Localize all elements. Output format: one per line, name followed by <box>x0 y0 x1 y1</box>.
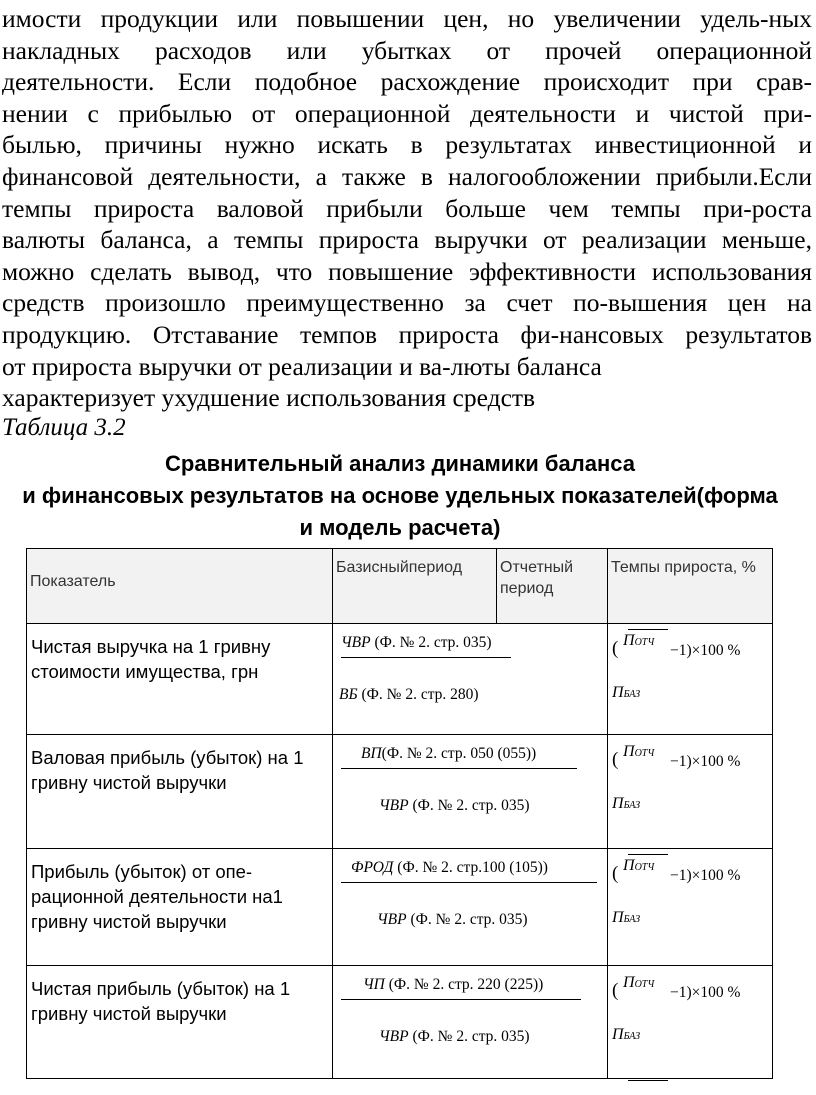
table-row <box>27 849 773 966</box>
formula-numerator: ЧП (Ф. № 2. стр. 220 (225)) <box>363 976 544 993</box>
overline <box>628 854 668 855</box>
header-report-period: Отчетный период <box>497 549 608 624</box>
table-title <box>0 448 800 544</box>
formula-denominator: ВБ (Ф. № 2. стр. 280) <box>339 686 479 703</box>
paragraph-line: темпы прироста валовой прибыли больше чем темпы при-роста <box>2 193 812 223</box>
formula-cell <box>333 849 608 966</box>
rate-formula-cell: ( ПОТЧ −1)×100 % ПБАЗ <box>608 966 773 1079</box>
header-indicator: Показатель <box>27 549 333 624</box>
row-label-cell: Чистая выручка на 1 гривну стоимости имущества, грн <box>27 624 333 735</box>
table-row <box>27 735 773 849</box>
table-title-line: и финансовых результатов на основе удельных показателей(форма <box>22 483 778 508</box>
table-caption: Таблица 3.2 <box>2 414 126 441</box>
formula-denominator: ЧВР (Ф. № 2. стр. 035) <box>379 1028 530 1045</box>
row-label-cell: Прибыль (убыток) от опе-рационной деятельности на1 гривну чистой выручки <box>27 849 333 966</box>
table-row <box>27 624 773 735</box>
paragraph-line: средств произошло преимущественно за счет по-вышения цен на <box>2 288 812 318</box>
header-base-period: Базисныйпериод <box>333 549 497 624</box>
paragraph-line: финансовой деятельности, а также в налогообложении прибыли.Если <box>2 161 812 191</box>
paragraph-line: характеризует ухудшение использования средств <box>2 383 536 413</box>
fraction-bar <box>341 999 581 1000</box>
overline <box>628 629 668 630</box>
paragraph-line: имости продукции или повышении цен, но увеличении удель-ных <box>2 4 812 33</box>
row-label-cell: Чистая прибыль (убыток) на 1 гривну чистой выручки <box>27 966 333 1079</box>
fraction-bar <box>628 1080 668 1081</box>
formula-denominator: ЧВР (Ф. № 2. стр. 035) <box>379 797 530 814</box>
paragraph-line: продукцию. Отставание темпов прироста фи-нансовых результатов <box>2 319 812 349</box>
rate-formula-cell: ( ПОТЧ −1)×100 % ПБАЗ <box>608 624 773 735</box>
formula-cell <box>333 735 608 849</box>
formula-numerator: ФРОД (Ф. № 2. стр.100 (105)) <box>351 859 548 876</box>
paragraph-line: валюты баланса, а темпы прироста выручки от реализации меньше, <box>2 225 812 255</box>
paragraph-line: деятельности. Если подобное расхождение происходит при срав- <box>2 67 812 97</box>
fraction-bar <box>341 882 597 883</box>
table-title-line: Сравнительный анализ динамики баланса <box>165 451 635 476</box>
paragraph-line: былью, причины нужно искать в результатах инвестиционной и <box>2 130 812 160</box>
header-growth-rate: Темпы прироста, % <box>608 549 773 624</box>
paragraph-line: от прироста выручки от реализации и ва-люты баланса <box>2 351 602 381</box>
rate-formula-cell: ( ПОТЧ −1)×100 % ПБАЗ <box>608 735 773 849</box>
formula-denominator: ЧВР (Ф. № 2. стр. 035) <box>377 911 528 928</box>
formula-cell <box>333 624 608 735</box>
table-header-row <box>27 549 773 624</box>
body-paragraph <box>2 3 812 414</box>
row-label-cell: Валовая прибыль (убыток) на 1 гривну чистой выручки <box>27 735 333 849</box>
paragraph-line: накладных расходов или убытках от прочей операционной <box>2 35 812 65</box>
paragraph-line: можно сделать вывод, что повышение эффективности использования <box>2 256 812 286</box>
formula-numerator: ВП(Ф. № 2. стр. 050 (055)) <box>361 745 537 762</box>
fraction-bar <box>341 657 511 658</box>
table-row <box>27 966 773 1079</box>
fraction-bar <box>341 768 577 769</box>
table-title-line: и модель расчета) <box>299 515 501 540</box>
formula-cell <box>333 966 608 1079</box>
comparison-table <box>26 548 773 1079</box>
paragraph-line: нении с прибылью от операционной деятельности и чистой при- <box>2 98 812 128</box>
formula-numerator: ЧВР (Ф. № 2. стр. 035) <box>341 634 492 651</box>
rate-formula-cell: ( ПОТЧ −1)×100 % ПБАЗ <box>608 849 773 966</box>
